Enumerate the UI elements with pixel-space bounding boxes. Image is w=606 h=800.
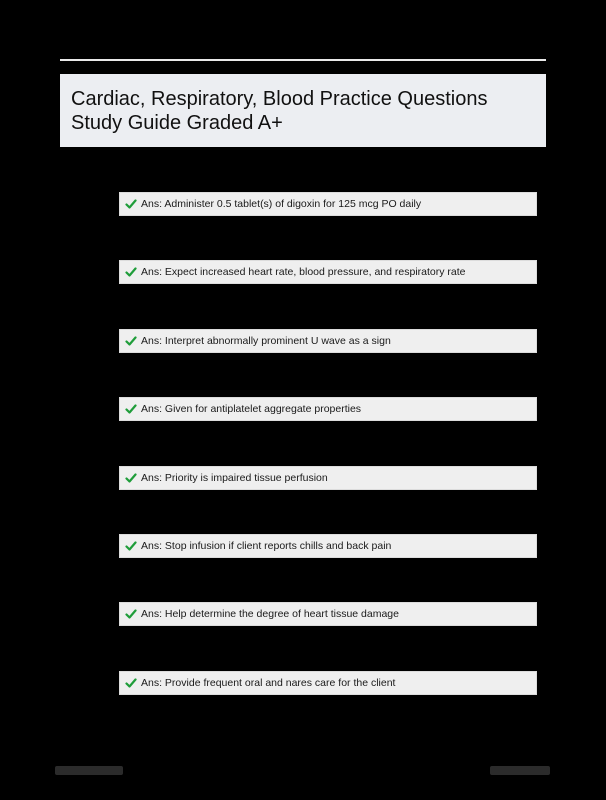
footer-left-mark: [55, 766, 123, 775]
answer-text: Ans: Interpret abnormally prominent U wave as a sign: [141, 335, 391, 347]
title-line-1: Cardiac, Respiratory, Blood Practice Questions: [71, 88, 488, 110]
answer-row: [119, 192, 537, 216]
answer-text: Ans: Stop infusion if client reports chills and back pain: [141, 540, 392, 552]
answer-text: Ans: Given for antiplatelet aggregate properties: [141, 403, 362, 415]
answer-text: Ans: Help determine the degree of heart tissue damage: [141, 608, 399, 620]
answer-text: Ans: Priority is impaired tissue perfusion: [141, 472, 328, 484]
check-icon: [125, 403, 137, 415]
check-icon: [125, 472, 137, 484]
check-icon: [125, 266, 137, 278]
answer-row: [119, 671, 537, 695]
answer-text: Ans: Expect increased heart rate, blood pressure, and respiratory rate: [141, 266, 466, 278]
answer-row: [119, 329, 537, 353]
answer-row: [119, 534, 537, 558]
check-icon: [125, 335, 137, 347]
answer-row: [119, 602, 537, 626]
answer-row: [119, 397, 537, 421]
answer-row: [119, 260, 537, 284]
check-icon: [125, 540, 137, 552]
check-icon: [125, 608, 137, 620]
footer-right-mark: [490, 766, 550, 775]
check-icon: [125, 677, 137, 689]
answer-text: Ans: Administer 0.5 tablet(s) of digoxin for 125 mcg PO daily: [141, 198, 422, 210]
title-line-2: Study Guide Graded A+: [71, 112, 283, 134]
answer-text: Ans: Provide frequent oral and nares care for the client: [141, 677, 396, 689]
answer-row: [119, 466, 537, 490]
check-icon: [125, 198, 137, 210]
